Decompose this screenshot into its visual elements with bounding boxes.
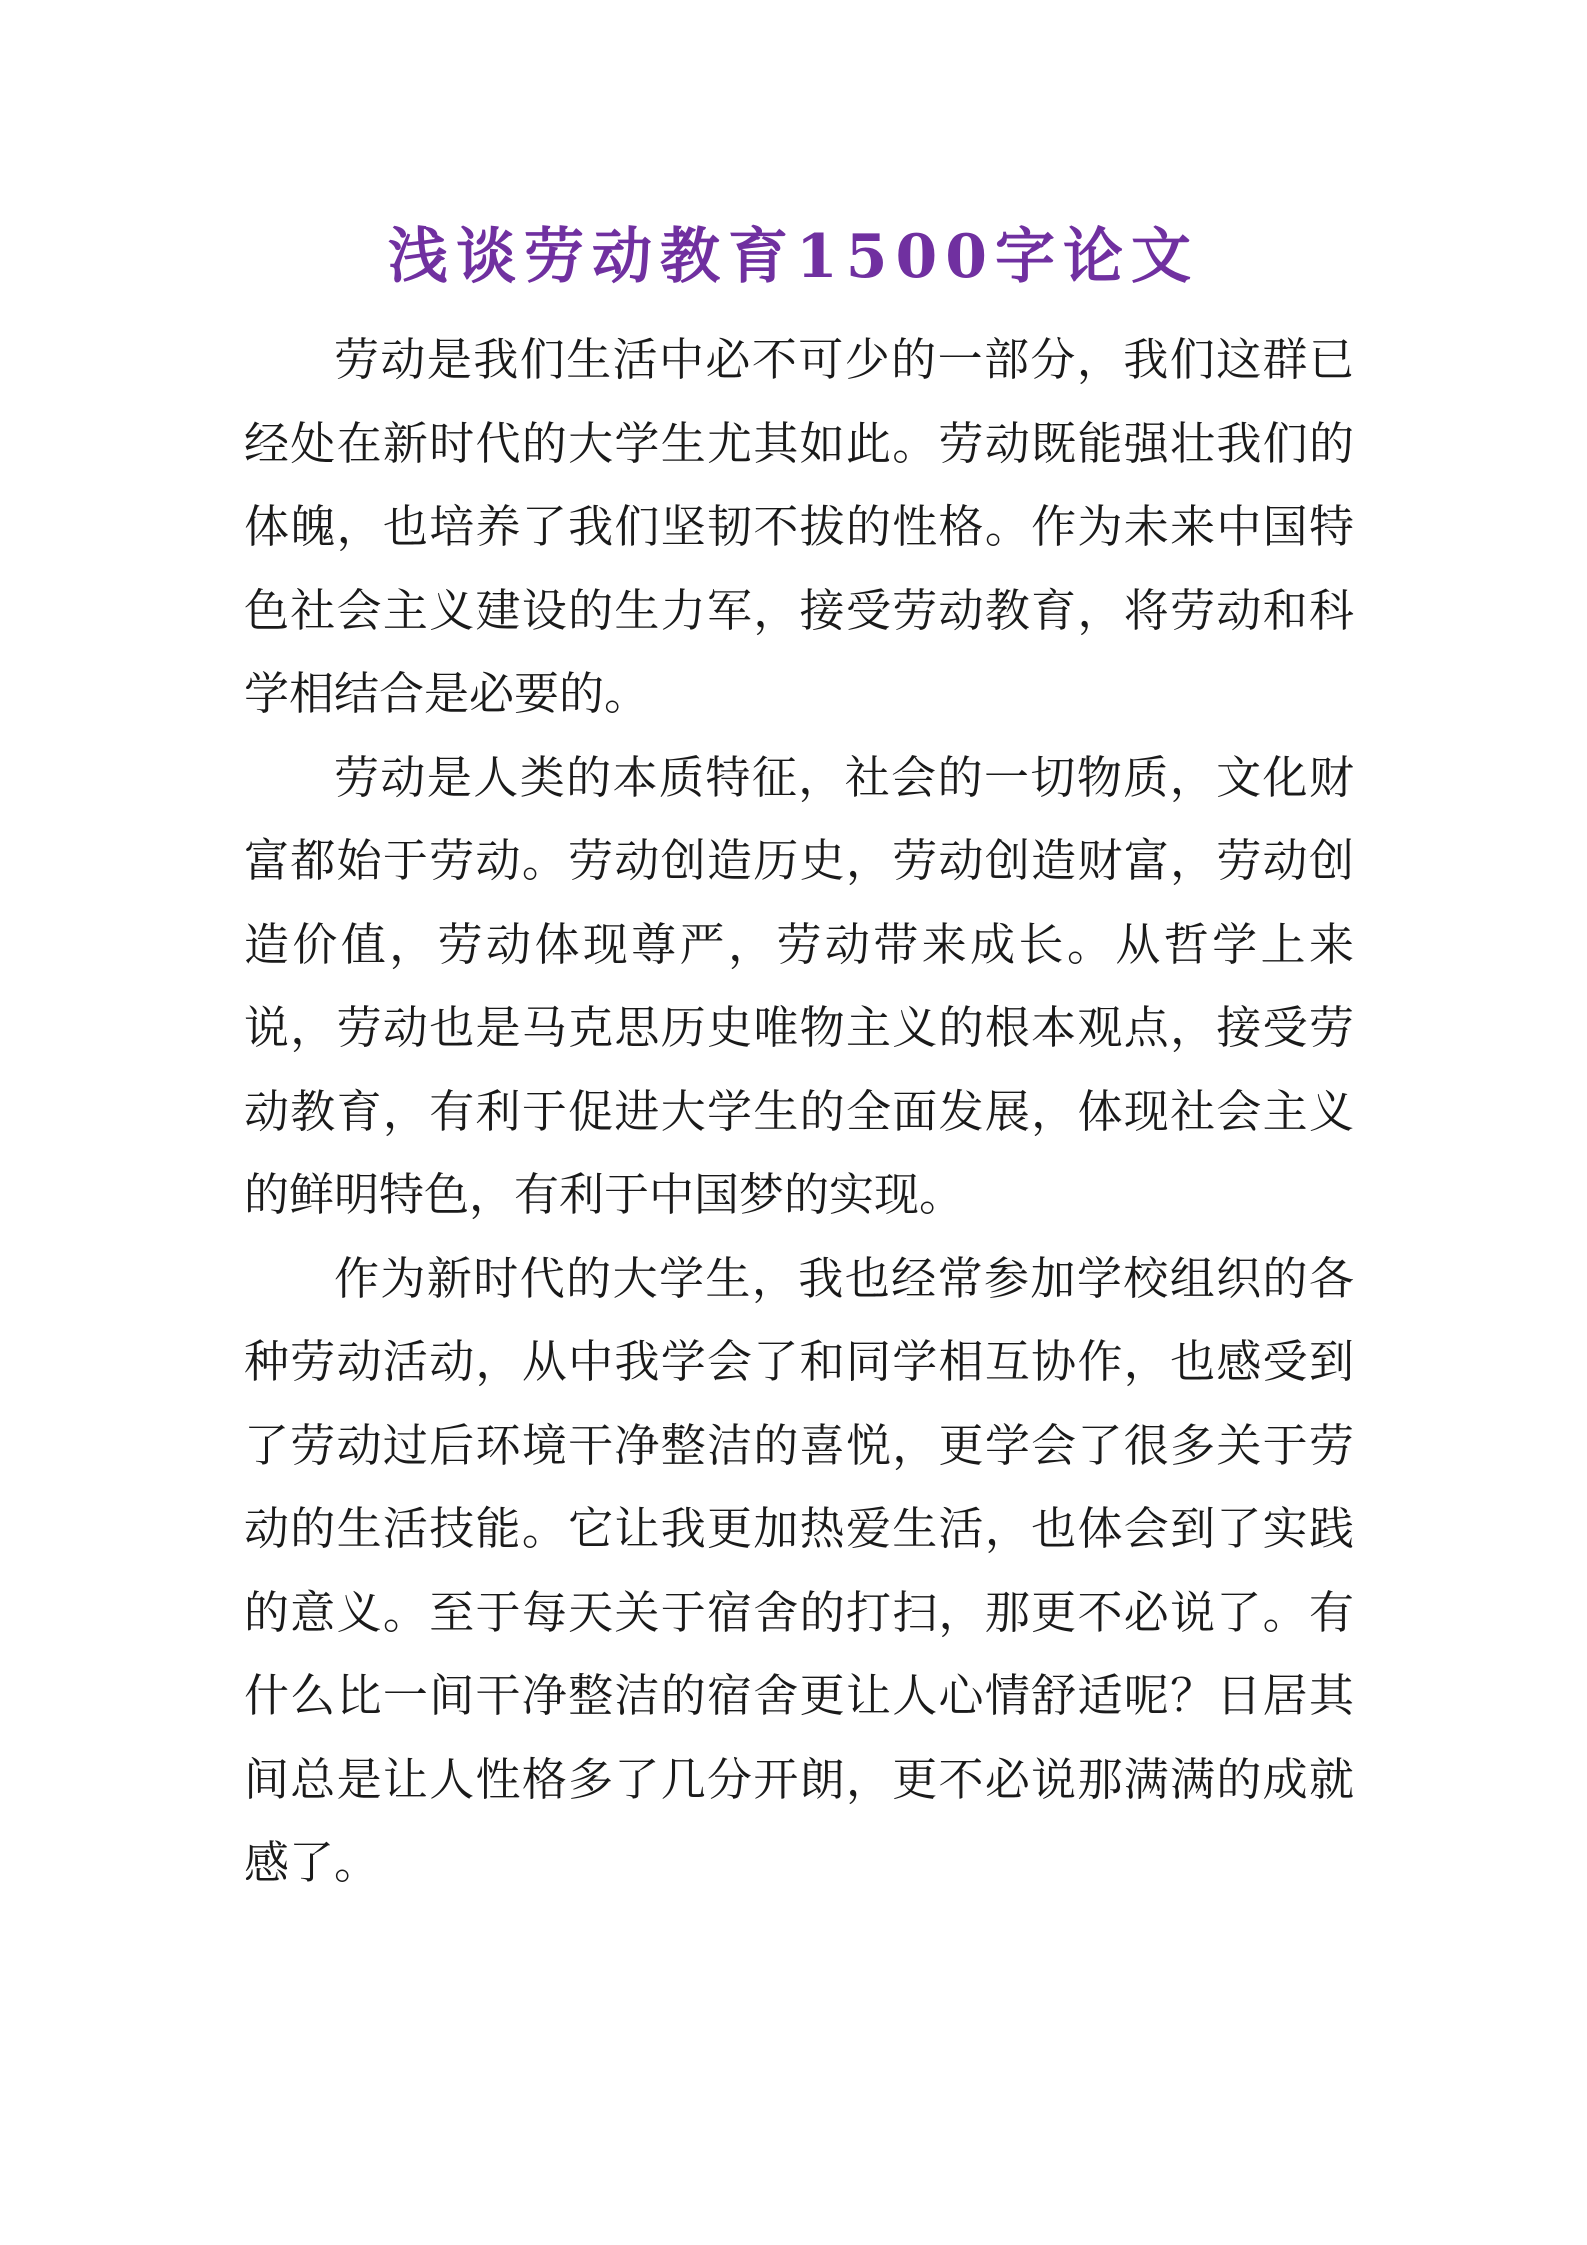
document-title: 浅谈劳动教育1500字论文 — [388, 222, 1199, 292]
paragraph-3: 作为新时代的大学生，我也经常参加学校组织的各种劳动活动，从中我学会了和同学相互协作，也感受到了劳动过后环境干净整洁的喜悦，更学会了很多关于劳动的生活技能。它让我更加热爱生活，也体会到了实践的意义。至于每天关于宿舍的打扫，那更不必说了。有什么比一间干净整洁的宿舍更让人心情舒适呢？日居其间总是让人性格多了几分开朗，更不必说那满满的成就感了。 — [244, 1251, 1354, 1889]
paragraph-2: 劳动是人类的本质特征，社会的一切物质，文化财富都始于劳动。劳动创造历史，劳动创造财富，劳动创造价值，劳动体现尊严，劳动带来成长。从哲学上来说，劳动也是马克思历史唯物主义的根本观点，接受劳动教育，有利于促进大学生的全面发展，体现社会主义的鲜明特色，有利于中国梦的实现。 — [244, 750, 1354, 1221]
document-body — [244, 318, 1354, 1905]
paragraph-1: 劳动是我们生活中必不可少的一部分，我们这群已经处在新时代的大学生尤其如此。劳动既能强壮我们的体魄，也培养了我们坚韧不拔的性格。作为未来中国特色社会主义建设的生力军，接受劳动教育，将劳动和科学相结合是必要的。 — [244, 333, 1354, 720]
